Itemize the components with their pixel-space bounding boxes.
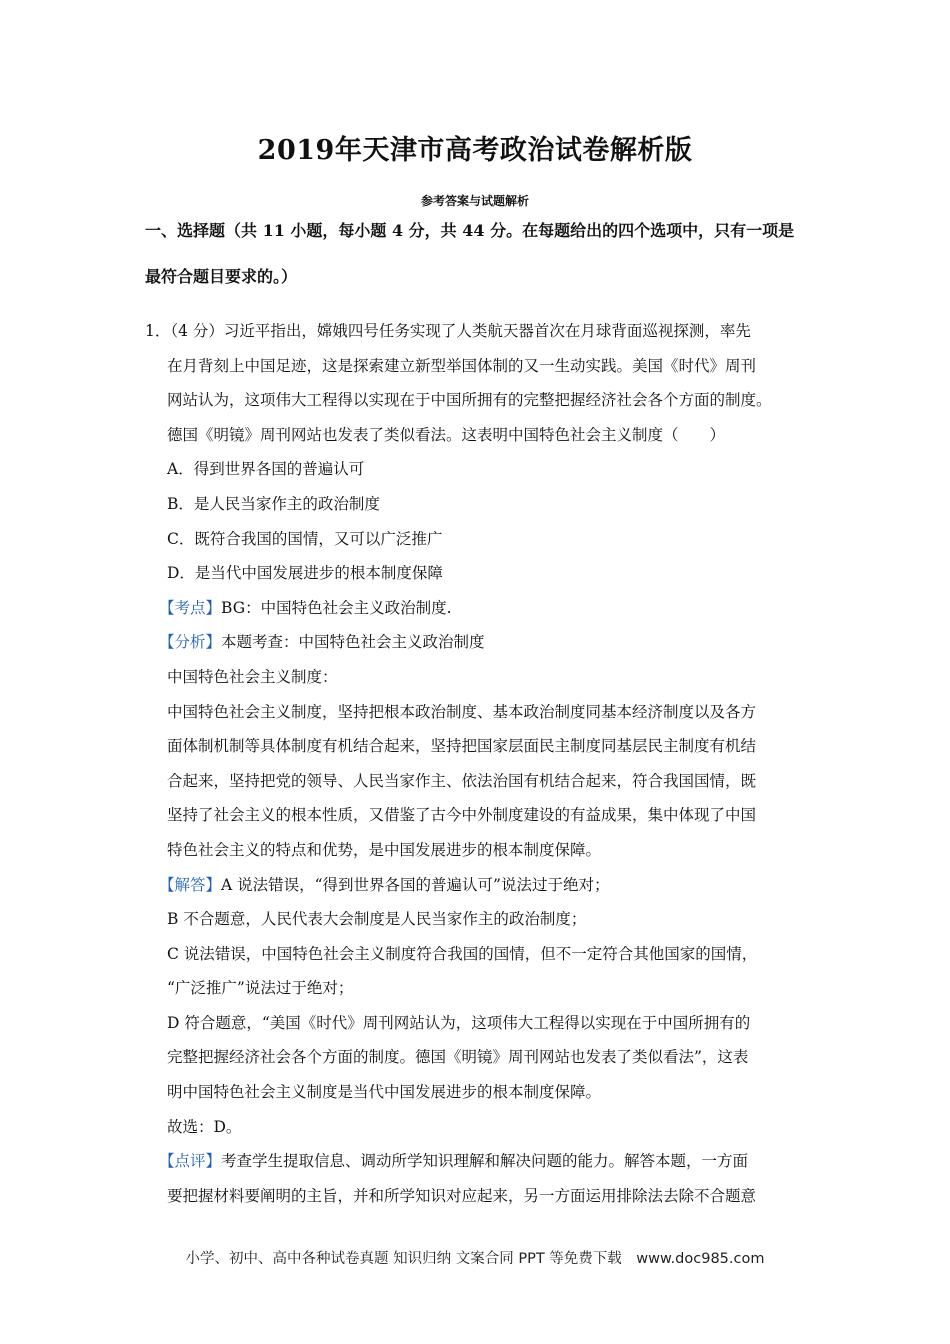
fenxi-body-line: 中国特色社会主义制度： [167, 667, 338, 686]
page-footer: 小学、初中、高中各种试卷真题 知识归纳 文案合同 PPT 等免费下载 www.doc985.com [185, 1251, 765, 1267]
kaodian-line [145, 591, 815, 626]
jieda-tag: 【解答】 [159, 875, 222, 894]
question-stem-line [145, 314, 815, 349]
answer-line: 故选：D。 [167, 1117, 242, 1136]
option-b: B．是人民当家作主的政治制度 [167, 494, 380, 513]
fenxi-text: 本题考查：中国特色社会主义政治制度 [221, 633, 485, 652]
option-d: D．是当代中国发展进步的根本制度保障 [167, 564, 443, 583]
question-number: 1． [145, 322, 171, 340]
document-title: 2019年天津市高考政治试卷解析版 [257, 135, 693, 166]
option-a: A．得到世界各国的普遍认可 [167, 460, 365, 479]
fenxi-body-line: 特色社会主义的特点和优势，是中国发展进步的根本制度保障。 [167, 840, 602, 859]
jieda-body-line: C 说法错误，中国特色社会主义制度符合我国的国情，但不一定符合其他国家的国情， [167, 944, 758, 963]
jieda-body-line: 明中国特色社会主义制度是当代中国发展进步的根本制度保障。 [167, 1083, 602, 1102]
dianping-tag: 【点评】 [159, 1152, 222, 1171]
question-stem-line: 德国《明镜》周刊网站也发表了类似看法。这表明中国特色社会主义制度（ ） [167, 425, 726, 444]
jieda-body-line: B 不合题意，人民代表大会制度是人民当家作主的政治制度； [167, 910, 587, 929]
fenxi-body-line: 合起来，坚持把党的领导、人民当家作主、依法治国有机结合起来，符合我国国情，既 [167, 771, 757, 790]
fenxi-body-line: 面体制机制等具体制度有机结合起来，坚持把国家层面民主制度同基层民主制度有机结 [167, 737, 757, 756]
fenxi-body-line: 中国特色社会主义制度，坚持把根本政治制度、基本政治制度同基本经济制度以及各方 [167, 702, 757, 721]
jieda-line [145, 868, 815, 903]
jieda-body-line: “广泛推广”说法过于绝对； [167, 979, 354, 998]
question-stem-line: 在月背刻上中国足迹，这是探索建立新型举国体制的又一生动实践。美国《时代》周刊 [167, 356, 757, 375]
dianping-text: 考查学生提取信息、调动所学知识理解和解决问题的能力。解答本题，一方面 [221, 1152, 749, 1171]
jieda-body-line: D 符合题意，“美国《时代》周刊网站认为，这项伟大工程得以实现在于中国所拥有的 [167, 1013, 751, 1032]
section-heading [145, 214, 815, 294]
question-stem-text: （4 分）习近平指出，嫦娥四号任务实现了人类航天器首次在月球背面巡视探测，率先 [170, 322, 751, 340]
question-stem-line: 网站认为，这项伟大工程得以实现在于中国所拥有的完整把握经济社会各个方面的制度。 [167, 391, 772, 410]
fenxi-body-line: 坚持了社会主义的根本性质，又借鉴了古今中外制度建设的有益成果，集中体现了中国 [167, 806, 757, 825]
kaodian-text: BG：中国特色社会主义政治制度. [221, 598, 452, 617]
jieda-body-line: 完整把握经济社会各个方面的制度。德国《明镜》周刊网站也发表了类似看法”，这表 [167, 1048, 749, 1067]
jieda-text: A 说法错误，“得到世界各国的普遍认可”说法过于绝对； [221, 875, 610, 894]
question-1 [145, 314, 815, 1213]
section-heading-line-2: 最符合题目要求的。） [145, 267, 298, 286]
section-heading-line-1: 一、选择题（共 11 小题，每小题 4 分，共 44 分。在每题给出的四个选项中，只有一项是 [145, 221, 795, 240]
dianping-body-line: 要把握材料要阐明的主旨，并和所学知识对应起来，另一方面运用排除法去除不合题意 [167, 1186, 757, 1205]
fenxi-line [145, 625, 815, 660]
option-c: C．既符合我国的国情，又可以广泛推广 [167, 529, 443, 548]
dianping-line [145, 1144, 815, 1179]
fenxi-tag: 【分析】 [159, 633, 222, 652]
kaodian-tag: 【考点】 [159, 598, 222, 617]
document-subtitle: 参考答案与试题解析 [420, 194, 529, 208]
